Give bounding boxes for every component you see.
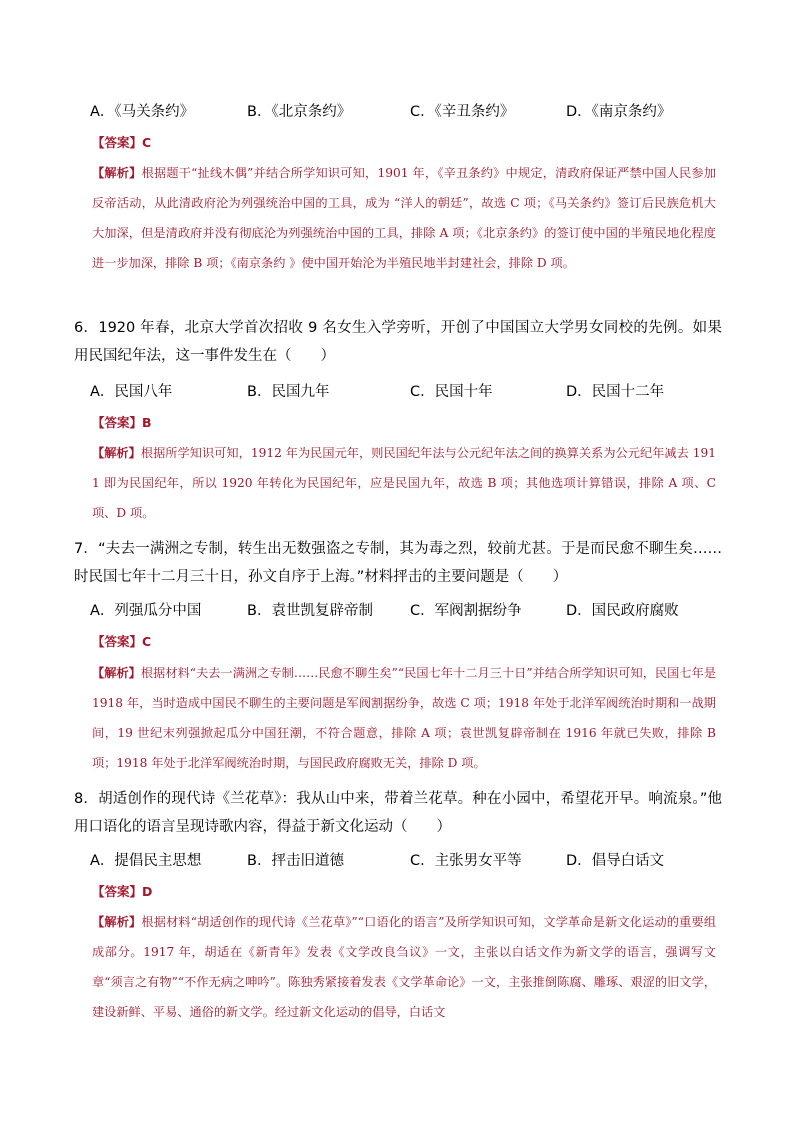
option-d: D．民国十二年 [566, 384, 665, 400]
analysis-8 [92, 907, 716, 1027]
analysis-tag: 【解析】 [92, 166, 142, 180]
answer-6: 【答案】B [92, 415, 152, 430]
option-b: B．抨击旧道德 [247, 853, 344, 869]
analysis-tag: 【解析】 [92, 446, 141, 460]
option-d: D．《南京条约》 [566, 104, 672, 120]
option-d: D．国民政府腐败 [566, 603, 679, 619]
option-a: A．民国八年 [90, 384, 173, 400]
analysis-6 [92, 438, 716, 528]
option-d: D．倡导白话文 [566, 853, 665, 869]
option-c: C．主张男女平等 [410, 853, 522, 869]
option-a: A．提倡民主思想 [90, 853, 202, 869]
option-a: A．《马关条约》 [90, 104, 195, 120]
analysis-text: 根据所学知识可知，1912 年为民国元年，则民国纪年法与公元纪年法之间的换算关系为公元纪年减去 1911 即为民国纪年，所以 1920 年转化为民国纪年，应是民国九年，故选 B 项；其他选项计算错误，排除 A 项、C 项、D 项。 [92, 446, 717, 520]
option-c: C．《辛丑条约》 [410, 104, 515, 120]
analysis-5 [92, 158, 716, 278]
question-7-options [0, 599, 794, 621]
option-b: B．袁世凯复辟帝制 [247, 603, 373, 619]
answer-7: 【答案】C [92, 634, 152, 649]
analysis-7 [92, 658, 716, 778]
question-7-stem: 7．“夫去一满洲之专制，转生出无数强盗之专制，其为毒之烈，较前尤甚。于是而民愈不聊生矣……时民国七年十二月三十日，孙文自序于上海。”材料抨击的主要问题是（ ） [74, 541, 722, 585]
option-c: C．民国十年 [410, 384, 493, 400]
option-a: A．列强瓜分中国 [90, 603, 202, 619]
question-5-options [0, 100, 794, 122]
analysis-text: 根据材料“胡适创作的现代诗《兰花草》”“口语化的语言”及所学知识可知，文学革命是新文化运动的重要组成部分。1917 年，胡适在《新青年》发表《文学改良刍议》一文，主张以白话文作为新文学的语言，强调写文章“须言之有物”“不作无病之呻吟”。陈独秀紧接着发表《文学革命论》一文，主张推倒陈腐、雕琢、艰涩的旧文学，建设新鲜、平易、通俗的新文学。经过新文化运动的倡导，白话文 [92, 915, 717, 1019]
answer-5: 【答案】C [92, 135, 152, 150]
option-b: B．民国九年 [247, 384, 330, 400]
analysis-tag: 【解析】 [92, 915, 142, 929]
question-6-stem: 6．1920 年春，北京大学首次招收 9 名女生入学旁听，开创了中国国立大学男女同校的先例。如果用民国纪年法，这一事件发生在（ ） [74, 320, 722, 364]
option-b: B．《北京条约》 [247, 104, 352, 120]
analysis-tag: 【解析】 [92, 666, 141, 680]
answer-8: 【答案】D [92, 884, 153, 899]
question-8-stem: 8．胡适创作的现代诗《兰花草》：我从山中来，带着兰花草。种在小园中，希望花开早。响流泉。”他用口语化的语言呈现诗歌内容，得益于新文化运动（ ） [74, 791, 722, 835]
option-c: C．军阀割据纷争 [410, 603, 522, 619]
analysis-text: 根据题干“扯线木偶”并结合所学知识可知，1901 年，《辛丑条约》中规定，清政府保证严禁中国人民参加反帝活动，从此清政府沦为列强统治中国的工具，成为 “洋人的朝廷”，故选 C 项；《马关条约》签订后民族危机大大加深，但是清政府并没有彻底沦为列强统治中国的工具，排除 A 项；《北京条约》的签订使中国的半殖民地化程度进一步加深，排除 B 项；《南京条约 》使中国开始沦为半殖民地半封建社会，排除 D 项。 [92, 166, 716, 270]
question-8-options [0, 849, 794, 871]
analysis-text: 根据材料“夫去一满洲之专制……民愈不聊生矣”“民国七年十二月三十日”并结合所学知识可知，民国七年是 1918 年，当时造成中国民不聊生的主要问题是军阀割据纷争，故选 C 项；1918 年处于北洋军阀统治时期和一战期间，19 世纪末列强掀起瓜分中国狂潮，不符合题意，排除 A 项；袁世凯复辟帝制在 1916 年就已失败，排除 B 项；1918 年处于北洋军阀统治时期，与国民政府腐败无关，排除 D 项。 [92, 666, 717, 770]
question-6-options [0, 380, 794, 402]
